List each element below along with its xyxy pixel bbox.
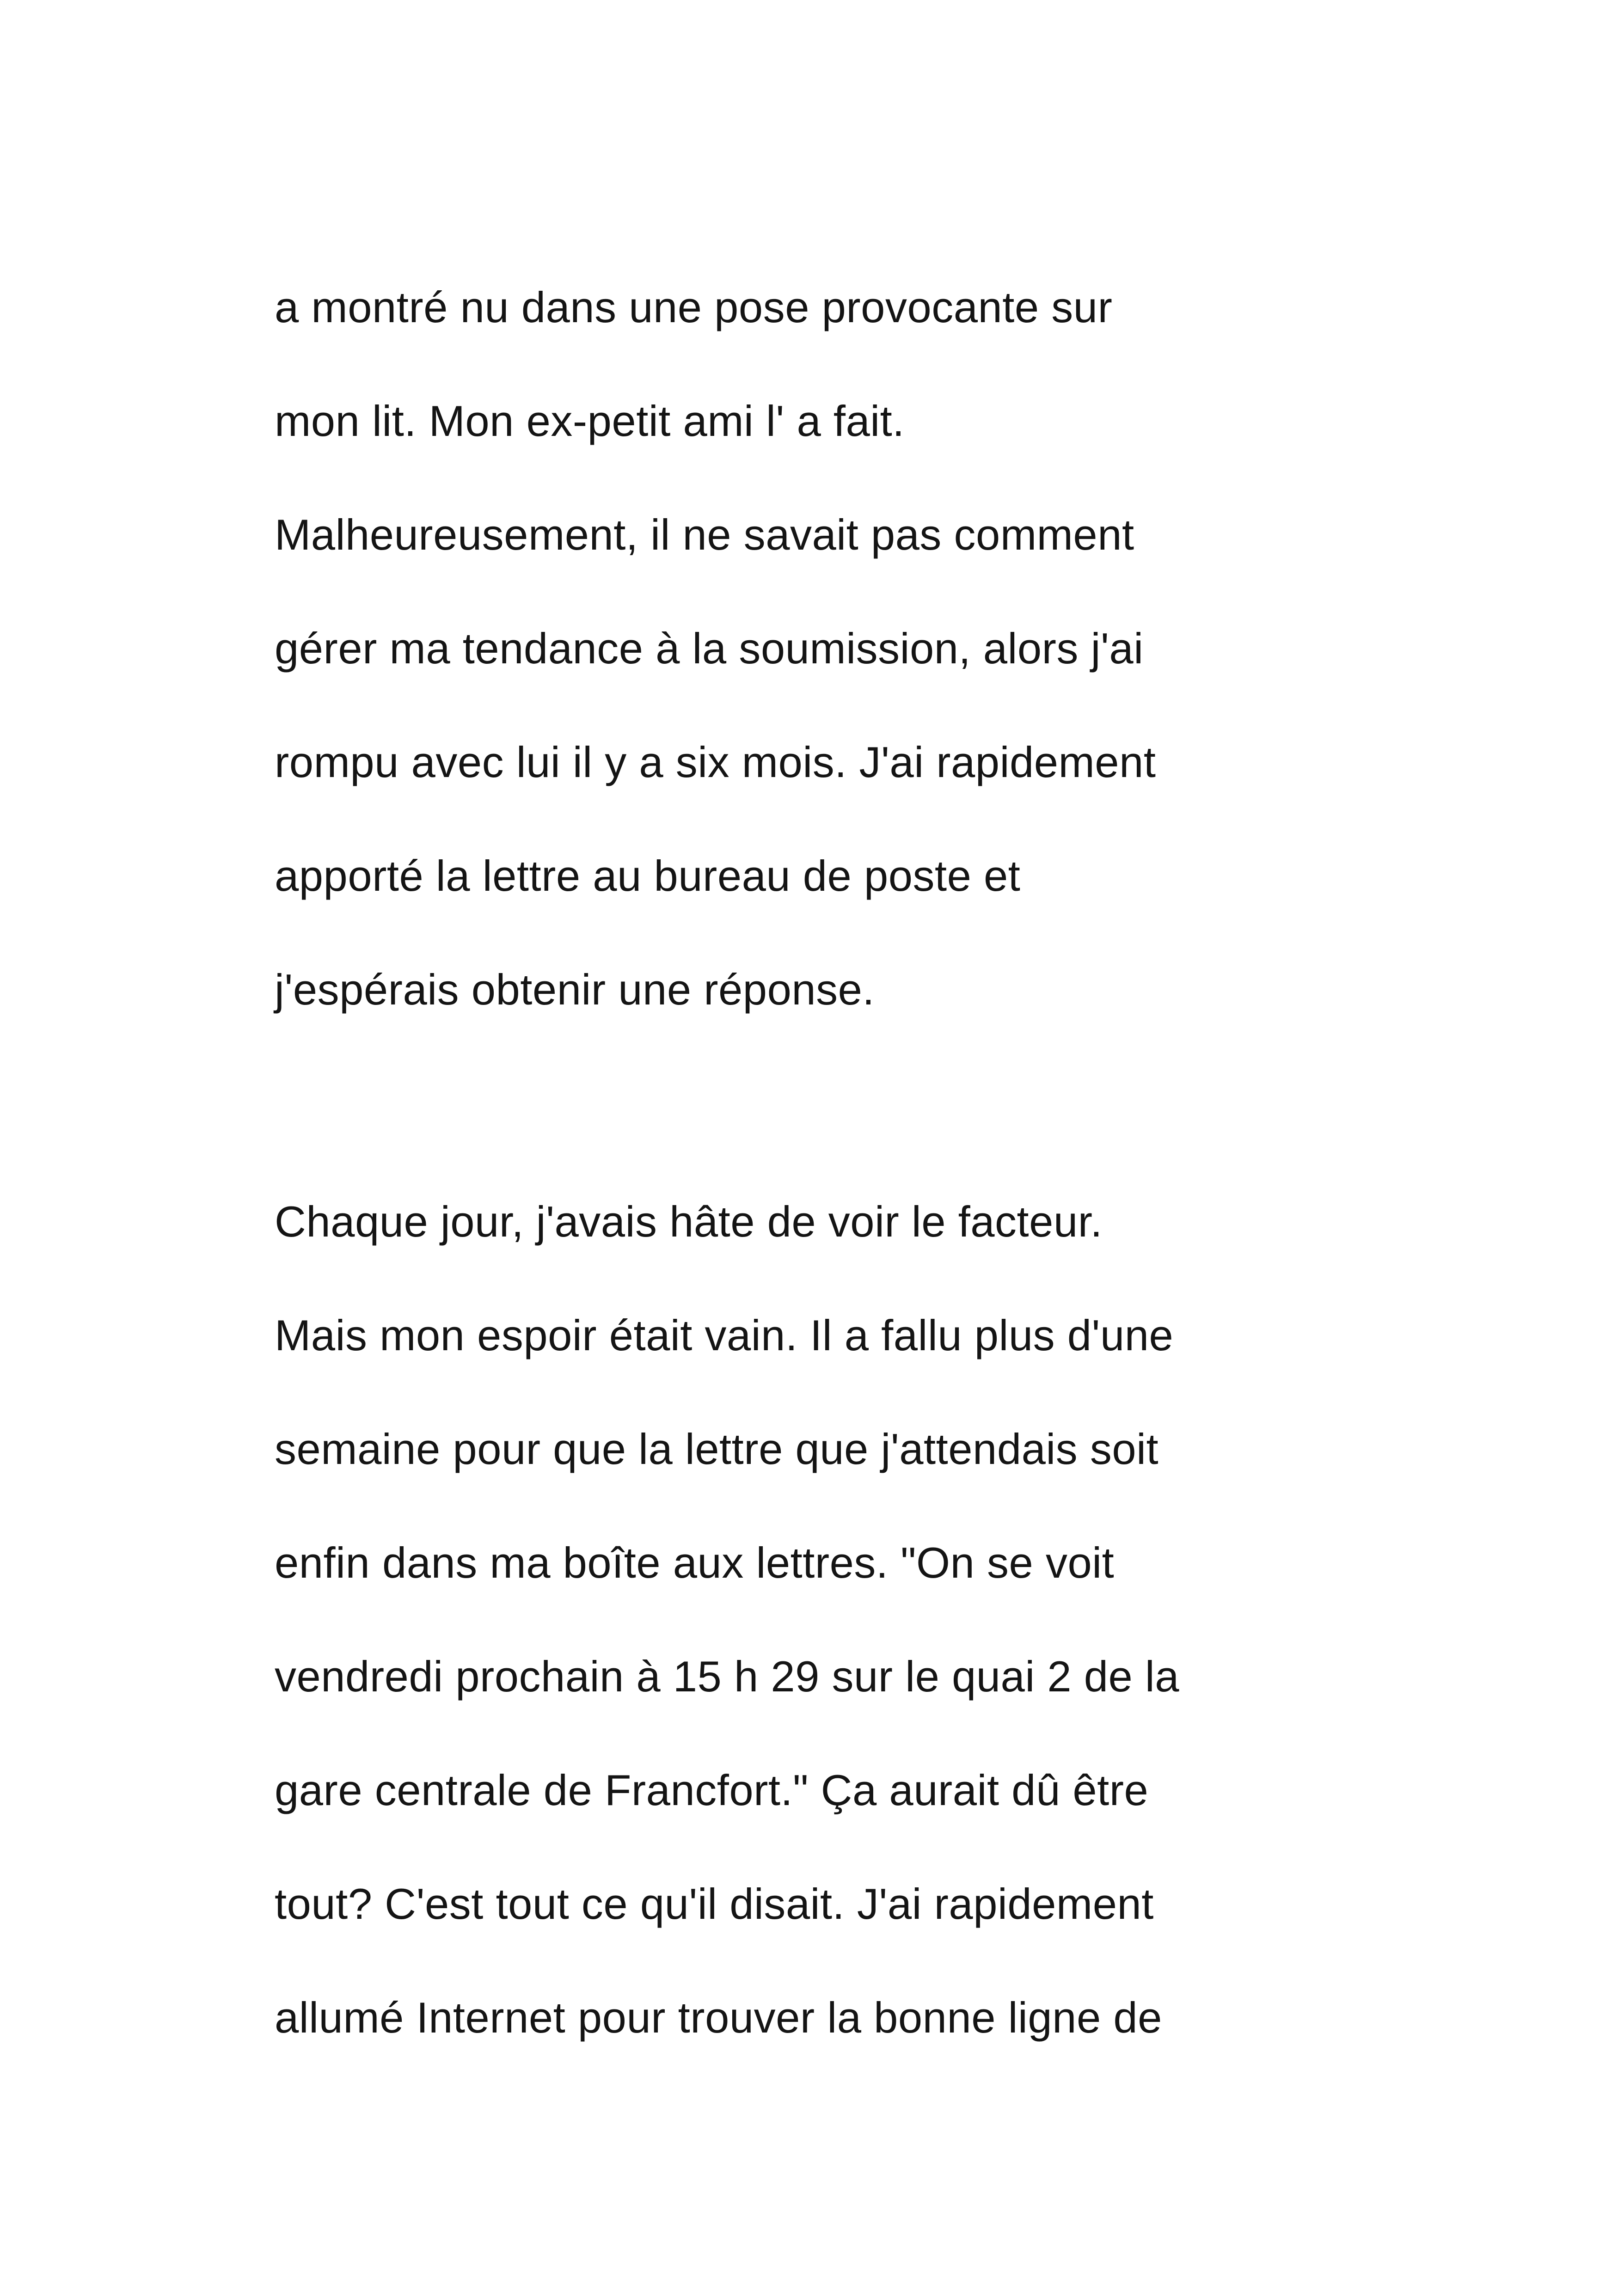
text-line: Malheureusement, il ne savait pas comment [275,510,1134,559]
text-line: enfin dans ma boîte aux lettres. "On se voit [275,1538,1115,1587]
paragraph-2 [275,1165,1477,2075]
text-line: Chaque jour, j'avais hâte de voir le facteur. [275,1197,1103,1246]
text-line: j'espérais obtenir une réponse. [275,965,875,1014]
text-line: tout? C'est tout ce qu'il disait. J'ai rapidement [275,1880,1154,1928]
text-line: mon lit. Mon ex-petit ami l' a fait. [275,397,905,445]
text-line: allumé Internet pour trouver la bonne ligne de [275,1993,1162,2042]
text-line: semaine pour que la lettre que j'attendais soit [275,1425,1159,1473]
text-line: apporté la lettre au bureau de poste et [275,851,1021,900]
text-line: Mais mon espoir était vain. Il a fallu plus d'une [275,1311,1174,1359]
text-line: a montré nu dans une pose provocante sur [275,283,1113,331]
text-line: gérer ma tendance à la soumission, alors j'ai [275,624,1144,673]
text-line: rompu avec lui il y a six mois. J'ai rapidement [275,738,1156,786]
text-line: vendredi prochain à 15 h 29 sur le quai 2 de la [275,1652,1180,1701]
paragraph-1 [275,251,1477,1047]
text-line: gare centrale de Francfort." Ça aurait dû être [275,1766,1149,1814]
